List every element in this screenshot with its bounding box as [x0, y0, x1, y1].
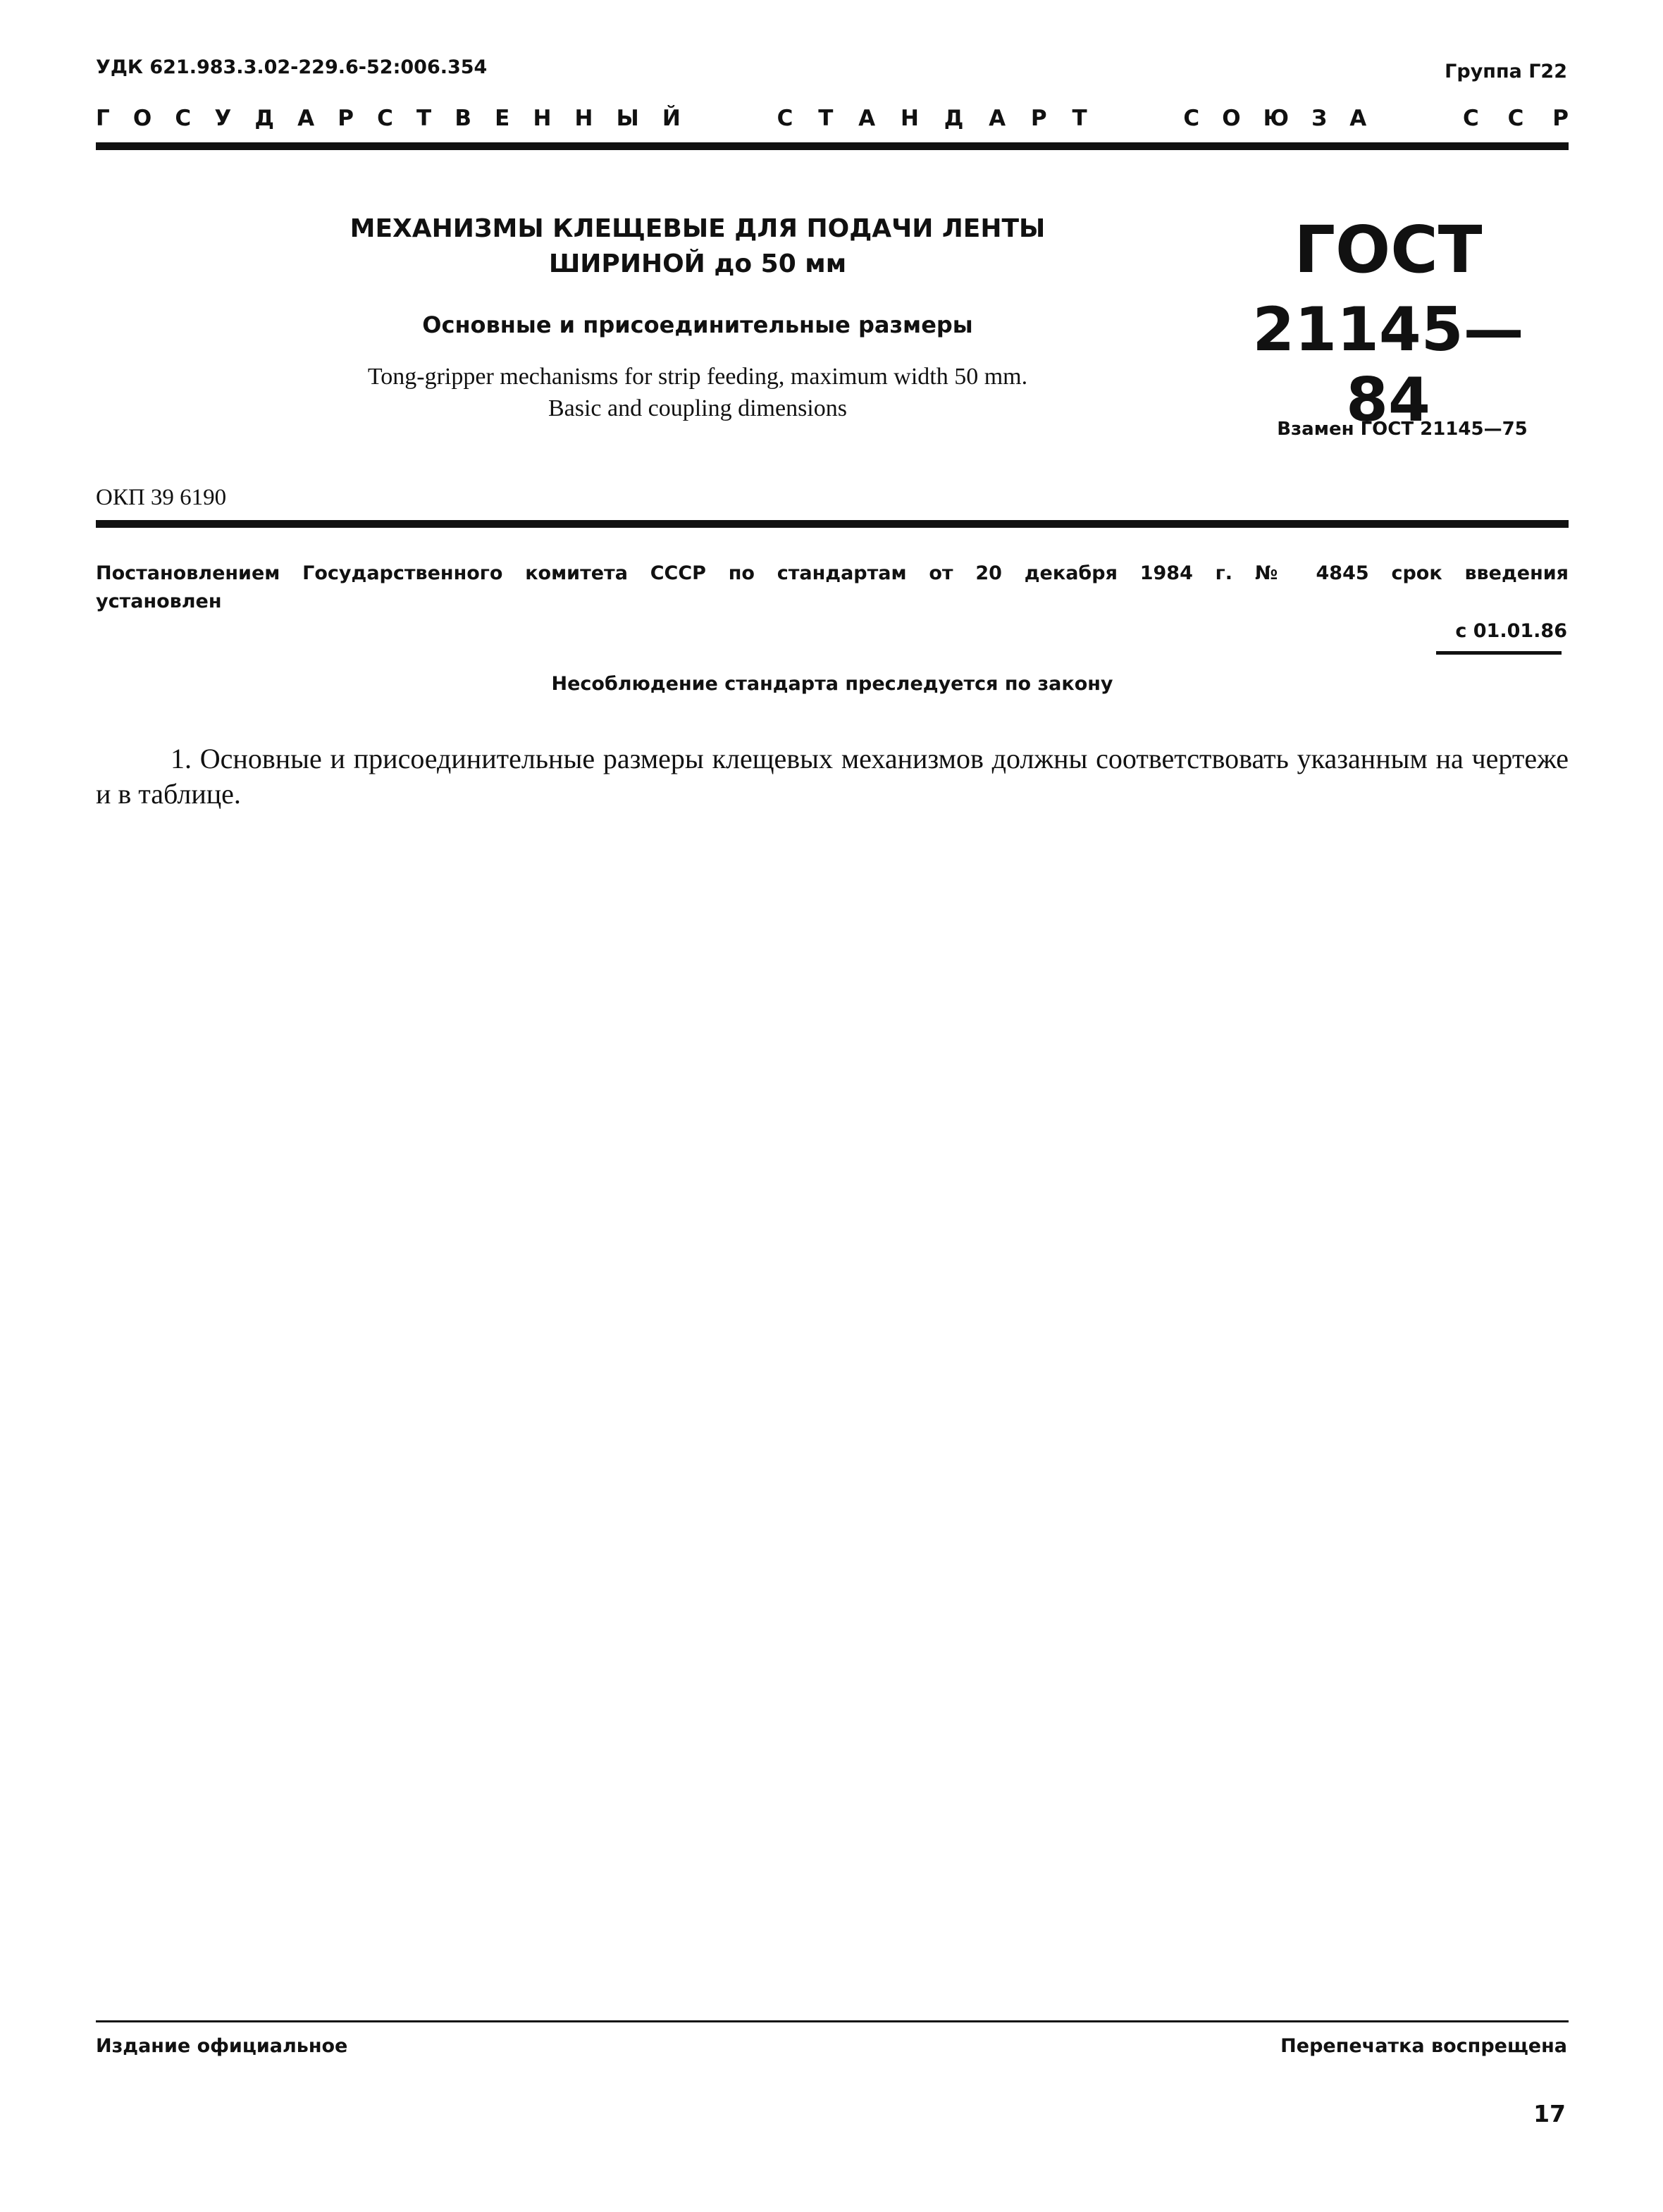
- banner-letter: С: [1462, 106, 1479, 131]
- section-rule: [96, 520, 1569, 528]
- okp-code: ОКП 39 6190: [96, 485, 227, 510]
- banner-letter: С: [175, 106, 192, 131]
- document-subtitle: Основные и присоединительные размеры: [422, 311, 973, 338]
- date-underline: [1436, 651, 1562, 655]
- banner-letter: С: [1507, 106, 1524, 131]
- banner-letter: Й: [662, 106, 681, 131]
- banner-letter: Т: [818, 106, 834, 131]
- title-line-1: МЕХАНИЗМЫ КЛЕЩЕВЫЕ ДЛЯ ПОДАЧИ ЛЕНТЫ: [350, 214, 1046, 243]
- banner-letter: В: [455, 106, 471, 131]
- clause-1: 1. Основные и присоединительные размеры клещевых механизмов должны соответствовать указанным на чертеже и в таблице.: [96, 743, 1569, 810]
- official-edition-note: Издание официальное: [96, 2035, 348, 2057]
- title-line-2: ШИРИНОЙ до 50 мм: [548, 249, 847, 278]
- gost-label: ГОСТ: [1294, 212, 1483, 288]
- banner-word-2: [777, 106, 1087, 134]
- footer-rule: [96, 2020, 1569, 2022]
- udk-code: УДК 621.983.3.02-229.6-52:006.354: [96, 56, 488, 78]
- header-rule: [96, 142, 1569, 150]
- banner-letter: З: [1311, 106, 1328, 131]
- effective-date: с 01.01.86: [1455, 620, 1567, 642]
- banner-letter: О: [132, 106, 152, 131]
- banner-letter: С: [1183, 106, 1200, 131]
- reprint-prohibited-note: Перепечатка воспрещена: [1280, 2035, 1567, 2057]
- banner-word-1: [96, 106, 681, 134]
- banner-letter: Ю: [1263, 106, 1290, 131]
- group-code: Группа Г22: [1445, 61, 1567, 82]
- banner-letter: Р: [338, 106, 354, 131]
- replaces-note: Взамен ГОСТ 21145—75: [1277, 419, 1528, 440]
- banner-letter: Н: [533, 106, 552, 131]
- banner-letter: Д: [254, 106, 274, 131]
- banner-letter: Е: [495, 106, 510, 131]
- banner-letter: С: [377, 106, 393, 131]
- banner-letter: Н: [900, 106, 919, 131]
- banner-letter: Н: [574, 106, 593, 131]
- english-title-line-2: Basic and coupling dimensions: [548, 395, 847, 421]
- banner-letter: А: [858, 106, 876, 131]
- law-notice: Несоблюдение стандарта преследуется по закону: [551, 673, 1113, 695]
- gost-number: 21145—84: [1252, 295, 1524, 435]
- decree-line-2: установлен: [96, 591, 222, 612]
- banner-letter: Т: [1072, 106, 1087, 131]
- banner-letter: Г: [96, 106, 110, 131]
- banner-word-4: [1463, 106, 1569, 134]
- document-title: [310, 211, 1085, 282]
- english-title: [225, 361, 1170, 424]
- banner-word-3: [1183, 106, 1366, 134]
- decree-line-1: Постановлением Государственного комитета СССР по стандартам от 20 декабря 1984 г. № 4845 срок введения: [96, 562, 1569, 584]
- banner-letter: О: [1222, 106, 1241, 131]
- banner-letter: Д: [944, 106, 964, 131]
- banner-letter: У: [214, 106, 232, 131]
- banner-letter: Р: [1552, 106, 1569, 131]
- banner-letter: Р: [1030, 106, 1047, 131]
- state-standard-banner: [96, 106, 1569, 134]
- banner-letter: Ы: [616, 106, 639, 131]
- banner-letter: А: [1349, 106, 1367, 131]
- banner-letter: Т: [416, 106, 432, 131]
- page-number: 17: [1533, 2100, 1566, 2127]
- banner-letter: С: [777, 106, 793, 131]
- banner-letter: А: [989, 106, 1006, 131]
- banner-letter: А: [297, 106, 315, 131]
- english-title-line-1: Tong-gripper mechanisms for strip feeding, maximum width 50 mm.: [367, 364, 1028, 390]
